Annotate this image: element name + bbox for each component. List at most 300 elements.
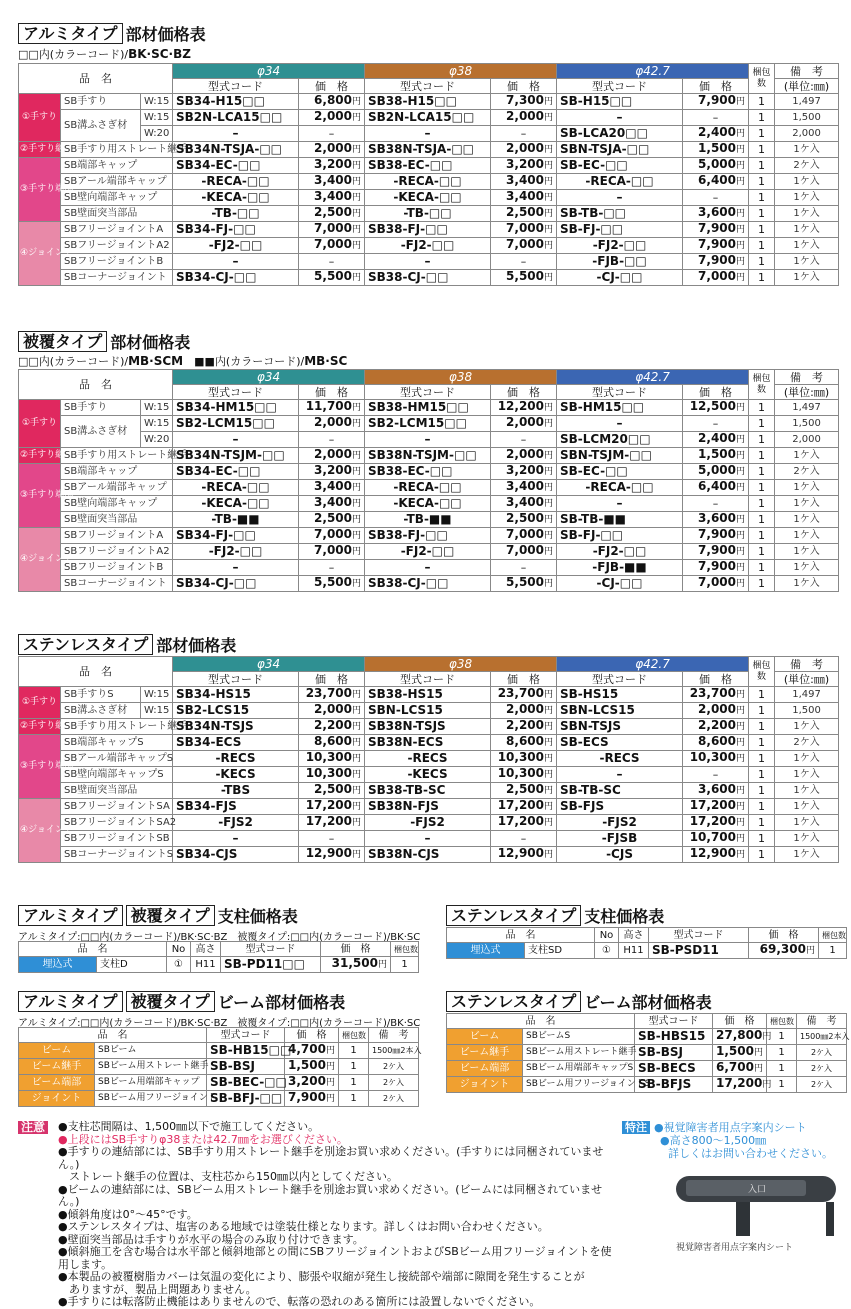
remarks: 2,000 (775, 432, 839, 448)
price-38: 3,200円 (491, 158, 557, 174)
price-42: 1,500円 (683, 142, 749, 158)
beam-type-tag: ジョイント (447, 1077, 523, 1093)
price-42: 6,400円 (683, 174, 749, 190)
code-42: -FJ2-□□ (557, 238, 683, 254)
code-42: SBN-TSJS (557, 719, 683, 735)
code-34: SB2-LCM15□□ (173, 416, 299, 432)
beam-note: 1500㎜2本入 (369, 1043, 419, 1059)
remarks: 2ケ入 (775, 464, 839, 480)
price-42: 2,200円 (683, 719, 749, 735)
remarks: 1,500 (775, 416, 839, 432)
header-unit: (単位:㎜) (775, 385, 839, 400)
table-row (19, 94, 839, 110)
header-phi42: φ42.7 (557, 64, 749, 79)
table-row (19, 576, 839, 592)
beam-name: SBビーム (95, 1043, 207, 1059)
header-code: 型式コード (557, 672, 683, 687)
table-row (19, 831, 839, 847)
code-34: – (173, 432, 299, 448)
item-width: W:15 (141, 400, 173, 416)
post-type-tag: 埋込式 (19, 957, 97, 973)
price-38: 10,300円 (491, 767, 557, 783)
sus-price-table (18, 656, 839, 863)
pack-count: 1 (749, 432, 775, 448)
price-42: 7,900円 (683, 254, 749, 270)
table-row (19, 464, 839, 480)
code-42: -CJ-□□ (557, 576, 683, 592)
post-pack: 1 (819, 943, 847, 959)
header-code: 型式コード (557, 385, 683, 400)
remarks: 1ケ入 (775, 496, 839, 512)
cov-price-table (18, 369, 839, 592)
beam-price: 1,500円 (713, 1045, 767, 1061)
table-row (19, 528, 839, 544)
price-42: 10,700円 (683, 831, 749, 847)
table-row (19, 416, 839, 432)
remarks: 1,497 (775, 94, 839, 110)
price-42: 7,900円 (683, 94, 749, 110)
item-name: SBフリージョイントA2 (61, 238, 173, 254)
code-38: SB38N-ECS (365, 735, 491, 751)
remarks: 2,000 (775, 126, 839, 142)
code-42: -CJ-□□ (557, 270, 683, 286)
price-38: 2,200円 (491, 719, 557, 735)
item-name: SB手すりS (61, 687, 141, 703)
beam-note: 2ケ入 (797, 1061, 847, 1077)
price-38: 7,000円 (491, 222, 557, 238)
code-34: -RECA-□□ (173, 480, 299, 496)
code-34: -KECS (173, 767, 299, 783)
post-no: ① (595, 943, 619, 959)
beam-pack: 1 (767, 1029, 797, 1045)
code-34: SB2-LCS15 (173, 703, 299, 719)
header-phi38: φ38 (365, 64, 557, 79)
header-name: 品 名 (19, 370, 173, 400)
price-38: 7,000円 (491, 544, 557, 560)
header-unit: (単位:㎜) (775, 672, 839, 687)
price-34: 10,300円 (299, 767, 365, 783)
alu-section-title (18, 22, 206, 45)
code-38: SB38-FJ-□□ (365, 222, 491, 238)
pack-count: 1 (749, 735, 775, 751)
cov-title-box: 被覆タイプ (18, 331, 107, 352)
group-label: ③手すり端部 (19, 158, 61, 222)
table-row (19, 512, 839, 528)
header-name: 品 名 (19, 64, 173, 94)
group-label: ②手すり継手 (19, 448, 61, 464)
remarks: 1ケ入 (775, 767, 839, 783)
beam-h-price: 価 格 (285, 1028, 339, 1043)
table-row (19, 174, 839, 190)
post-sus-title: ステンレスタイプ 支柱価格表 (446, 904, 664, 927)
pack-count: 1 (749, 190, 775, 206)
code-34: SB34-FJ-□□ (173, 222, 299, 238)
beam-price: 4,700円 (285, 1043, 339, 1059)
table-row (19, 254, 839, 270)
code-42: SB-FJ-□□ (557, 222, 683, 238)
code-38: -KECA-□□ (365, 190, 491, 206)
note-item: ●支柱芯間隔は、1,500㎜以下で施工してください。 (58, 1120, 320, 1133)
header-code: 型式コード (173, 672, 299, 687)
header-pack: 梱包数 (749, 64, 775, 94)
beam-code: SB-BSJ (635, 1045, 713, 1061)
beam-alu-title: アルミタイプ 被覆タイプ ビーム部材価格表 (18, 990, 345, 1013)
code-42: – (557, 110, 683, 126)
price-38: 3,400円 (491, 190, 557, 206)
beam-code: SB-BFJ-□□ (207, 1091, 285, 1107)
pack-count: 1 (749, 174, 775, 190)
price-42: 1,500円 (683, 448, 749, 464)
code-38: SB38-TB-SC (365, 783, 491, 799)
table-row (19, 480, 839, 496)
code-42: – (557, 416, 683, 432)
beam-pack: 1 (339, 1075, 369, 1091)
price-42: 3,600円 (683, 206, 749, 222)
code-34: SB34-CJ-□□ (173, 270, 299, 286)
item-width: W:20 (141, 126, 173, 142)
beam-name: SBビーム用フリージョイントS (523, 1077, 635, 1093)
code-42: – (557, 190, 683, 206)
pack-count: 1 (749, 560, 775, 576)
remarks: 1,497 (775, 687, 839, 703)
pack-count: 1 (749, 110, 775, 126)
price-42: 12,500円 (683, 400, 749, 416)
post-h-name: 品 名 (447, 928, 595, 943)
header-code: 型式コード (173, 385, 299, 400)
code-38: SB38-H15□□ (365, 94, 491, 110)
pack-count: 1 (749, 528, 775, 544)
beam-name: SBビームS (523, 1029, 635, 1045)
code-34: -KECA-□□ (173, 496, 299, 512)
code-38: – (365, 126, 491, 142)
table-row (19, 719, 839, 735)
price-34: 8,600円 (299, 735, 365, 751)
code-42: SB-EC-□□ (557, 464, 683, 480)
remarks: 1ケ入 (775, 815, 839, 831)
pack-count: 1 (749, 751, 775, 767)
beam-price: 27,800円 (713, 1029, 767, 1045)
table-row (447, 1077, 847, 1093)
sus-title-box: ステンレスタイプ (18, 634, 153, 655)
code-34: SB34-EC-□□ (173, 158, 299, 174)
beam-name: SBビーム用ストレート継手 (95, 1059, 207, 1075)
group-label: ①手すり (19, 94, 61, 142)
item-name: SBフリージョイントB (61, 254, 173, 270)
beam-sus-table (446, 1013, 850, 1093)
price-42: 17,200円 (683, 815, 749, 831)
table-row (19, 703, 839, 719)
beam-pack: 1 (767, 1077, 797, 1093)
note-item: ●傾斜施工を含む場合は水平部と傾斜地部との間にSBフリージョイントおよびSBビーム用フリージョイントを使用します。 (58, 1245, 612, 1271)
price-34: 2,000円 (299, 448, 365, 464)
price-42: 7,900円 (683, 560, 749, 576)
code-34: -FJ2-□□ (173, 544, 299, 560)
code-34: -TB-□□ (173, 206, 299, 222)
beam-name: SBビーム用ストレート継手 (523, 1045, 635, 1061)
code-34: SB34-FJS (173, 799, 299, 815)
post-h-height: 高さ (191, 942, 221, 957)
price-34: 2,000円 (299, 703, 365, 719)
code-38: SB2-LCM15□□ (365, 416, 491, 432)
price-34: – (299, 831, 365, 847)
price-38: 7,300円 (491, 94, 557, 110)
special-order-block: 特注 ●視覚障害者用点字案内シート ●高さ800〜1,500㎜ 詳しくはお問い合わせください。 (622, 1121, 842, 1160)
code-42: SB-TB-■■ (557, 512, 683, 528)
header-price: 価 格 (683, 672, 749, 687)
beam-pack: 1 (767, 1061, 797, 1077)
code-38: -TB-■■ (365, 512, 491, 528)
pack-count: 1 (749, 400, 775, 416)
price-42: – (683, 190, 749, 206)
post-h-height: 高さ (619, 928, 649, 943)
price-34: 3,200円 (299, 158, 365, 174)
header-pack: 梱包数 (749, 657, 775, 687)
price-38: 2,000円 (491, 703, 557, 719)
remarks: 1,500 (775, 703, 839, 719)
item-name: SB端部キャップS (61, 735, 173, 751)
code-34: – (173, 831, 299, 847)
table-row (19, 496, 839, 512)
header-phi34: φ34 (173, 64, 365, 79)
remarks: 1ケ入 (775, 190, 839, 206)
price-34: 2,000円 (299, 416, 365, 432)
alu-title-box: アルミタイプ (18, 23, 123, 44)
code-42: -FJSB (557, 831, 683, 847)
pack-count: 1 (749, 158, 775, 174)
price-34: 2,500円 (299, 206, 365, 222)
price-42: 7,900円 (683, 528, 749, 544)
beam-note: 1500㎜2本入 (797, 1029, 847, 1045)
code-42: SB-ECS (557, 735, 683, 751)
item-name: SB溝ふさぎ材 (61, 110, 141, 142)
beam-price: 17,200円 (713, 1077, 767, 1093)
beam-code: SB-BFJS (635, 1077, 713, 1093)
table-row (19, 142, 839, 158)
cov-color-note: □□内(カラーコード)/MB·SCM ■■内(カラーコード)/MB·SC (18, 354, 348, 368)
header-phi42: φ42.7 (557, 657, 749, 672)
code-42: SB-TB-SC (557, 783, 683, 799)
code-38: -RECA-□□ (365, 174, 491, 190)
cov-section-title (18, 330, 190, 353)
code-42: – (557, 496, 683, 512)
beam-h-price: 価 格 (713, 1014, 767, 1029)
code-34: SB34-HM15□□ (173, 400, 299, 416)
code-34: SB34-CJ-□□ (173, 576, 299, 592)
note-item: ●手すりの連結部には、SB手すり用ストレート継手を別途お買い求めください。(手すりには同梱されていません。) (58, 1145, 604, 1171)
remarks: 1ケ入 (775, 528, 839, 544)
item-name: SBフリージョイントA2 (61, 544, 173, 560)
beam-note: 2ケ入 (797, 1045, 847, 1061)
post-no: ① (167, 957, 191, 973)
item-name: SB溝ふさぎ材 (61, 703, 141, 719)
code-42: SBN-LCS15 (557, 703, 683, 719)
price-34: 17,200円 (299, 815, 365, 831)
table-row (19, 222, 839, 238)
price-34: 5,500円 (299, 270, 365, 286)
item-name: SB手すり用ストレート継手 (61, 142, 173, 158)
price-34: 3,400円 (299, 174, 365, 190)
post-name: 支柱SD (525, 943, 595, 959)
pack-count: 1 (749, 544, 775, 560)
table-row (19, 238, 839, 254)
code-34: – (173, 126, 299, 142)
beam-type-tag: ビーム継手 (19, 1059, 95, 1075)
braille-sheet-image (676, 1170, 836, 1236)
code-42: SB-HS15 (557, 687, 683, 703)
note-item: ●上段にはSB手すりφ38または42.7㎜をお選びください。 (58, 1132, 348, 1146)
price-38: 23,700円 (491, 687, 557, 703)
beam-note: 2ケ入 (369, 1091, 419, 1107)
beam-type-tag: ビーム (19, 1043, 95, 1059)
price-38: – (491, 254, 557, 270)
post-h-name: 品 名 (19, 942, 167, 957)
code-38: SB38-EC-□□ (365, 464, 491, 480)
item-name: SB手すり (61, 400, 141, 416)
post-name: 支柱D (97, 957, 167, 973)
price-34: 2,500円 (299, 512, 365, 528)
item-name: SBアール端部キャップS (61, 751, 173, 767)
header-phi38: φ38 (365, 657, 557, 672)
pack-count: 1 (749, 480, 775, 496)
item-name: SBフリージョイントA (61, 528, 173, 544)
table-row (447, 1045, 847, 1061)
pack-count: 1 (749, 815, 775, 831)
code-42: SB-EC-□□ (557, 158, 683, 174)
code-38: SB38-HM15□□ (365, 400, 491, 416)
price-38: 2,000円 (491, 142, 557, 158)
code-38: SB38N-FJS (365, 799, 491, 815)
price-34: 7,000円 (299, 528, 365, 544)
code-34: SB34-CJS (173, 847, 299, 863)
price-34: 7,000円 (299, 544, 365, 560)
pack-count: 1 (749, 416, 775, 432)
code-34: – (173, 560, 299, 576)
price-42: 2,000円 (683, 703, 749, 719)
header-code: 型式コード (365, 672, 491, 687)
price-34: 3,400円 (299, 496, 365, 512)
price-38: 7,000円 (491, 528, 557, 544)
beam-alu-note: アルミタイプ:□□内(カラーコード)/BK·SC·BZ 被覆タイプ:□□内(カラーコード)/BK·SC (18, 1018, 421, 1029)
price-42: 23,700円 (683, 687, 749, 703)
sus-section-title (18, 633, 236, 656)
pack-count: 1 (749, 799, 775, 815)
pack-count: 1 (749, 831, 775, 847)
header-note: 備 考 (775, 370, 839, 385)
remarks: 1ケ入 (775, 799, 839, 815)
price-34: – (299, 432, 365, 448)
post-height: H11 (619, 943, 649, 959)
code-34: SB34-EC-□□ (173, 464, 299, 480)
remarks: 1ケ入 (775, 238, 839, 254)
pack-count: 1 (749, 687, 775, 703)
post-pack: 1 (391, 957, 419, 973)
pack-count: 1 (749, 254, 775, 270)
beam-pack: 1 (767, 1045, 797, 1061)
beam-type-tag: ビーム端部 (19, 1075, 95, 1091)
price-38: 3,400円 (491, 480, 557, 496)
item-name: SB壁面突当部品 (61, 206, 173, 222)
header-name: 品 名 (19, 657, 173, 687)
item-width: W:15 (141, 703, 173, 719)
remarks: 1ケ入 (775, 254, 839, 270)
post-height: H11 (191, 957, 221, 973)
remarks: 1ケ入 (775, 719, 839, 735)
price-34: 2,000円 (299, 110, 365, 126)
beam-price: 3,200円 (285, 1075, 339, 1091)
item-name: SB壁向端部キャップ (61, 190, 173, 206)
code-42: SBN-TSJA-□□ (557, 142, 683, 158)
post-code: SB-PSD11 (649, 943, 749, 959)
code-34: SB34N-TSJA-□□ (173, 142, 299, 158)
remarks: 1ケ入 (775, 751, 839, 767)
table-row (19, 110, 839, 126)
braille-sheet-photo (676, 1170, 836, 1236)
post-alu-note: アルミタイプ:□□内(カラーコード)/BK·SC·BZ 被覆タイプ:□□内(カラーコード)/BK·SC (18, 932, 421, 943)
table-row (19, 560, 839, 576)
group-label: ①手すり (19, 400, 61, 448)
code-42: -RECA-□□ (557, 480, 683, 496)
price-38: – (491, 126, 557, 142)
beam-name: SBビーム用端部キャップ (95, 1075, 207, 1091)
code-38: -FJ2-□□ (365, 544, 491, 560)
remarks: 2ケ入 (775, 735, 839, 751)
code-38: SB38N-TSJS (365, 719, 491, 735)
note-item: ●本製品の被覆樹脂カバーは気温の変化により、膨張や収縮が発生し接続部や端部に隙間を発生することが (58, 1270, 585, 1283)
item-width: W:15 (141, 94, 173, 110)
beam-h-code: 型式コード (207, 1028, 285, 1043)
post-price: 69,300円 (749, 943, 819, 959)
header-price: 価 格 (299, 79, 365, 94)
note-item: ●手すりには転落防止機能はありませんので、転落の恐れのある箇所には設置しないでください。 (58, 1295, 541, 1308)
code-42: SB-FJS (557, 799, 683, 815)
note-item: ありますが、製品上問題ありません。 (58, 1282, 257, 1296)
item-name: SB手すり用ストレート継手 (61, 448, 173, 464)
table-row (19, 1043, 419, 1059)
price-38: 3,400円 (491, 496, 557, 512)
remarks: 1ケ入 (775, 831, 839, 847)
code-42: SB-LCM20□□ (557, 432, 683, 448)
price-38: 10,300円 (491, 751, 557, 767)
header-unit: (単位:㎜) (775, 79, 839, 94)
beam-h-code: 型式コード (635, 1014, 713, 1029)
post-sus-table (446, 927, 847, 959)
price-34: 2,000円 (299, 142, 365, 158)
table-row (447, 1029, 847, 1045)
pack-count: 1 (749, 270, 775, 286)
code-42: SBN-TSJM-□□ (557, 448, 683, 464)
notes-list (58, 1121, 618, 1309)
item-name: SBフリージョイントA (61, 222, 173, 238)
table-row (19, 735, 839, 751)
price-34: – (299, 560, 365, 576)
code-42: -FJS2 (557, 815, 683, 831)
beam-pack: 1 (339, 1043, 369, 1059)
price-42: – (683, 416, 749, 432)
code-34: SB34-HS15 (173, 687, 299, 703)
code-42: SB-FJ-□□ (557, 528, 683, 544)
price-38: 2,000円 (491, 416, 557, 432)
price-34: 10,300円 (299, 751, 365, 767)
item-width: W:20 (141, 432, 173, 448)
pack-count: 1 (749, 464, 775, 480)
pack-count: 1 (749, 783, 775, 799)
item-name: SBコーナージョイントS (61, 847, 173, 863)
price-42: 7,900円 (683, 238, 749, 254)
header-note: 備 考 (775, 64, 839, 79)
beam-note: 2ケ入 (369, 1059, 419, 1075)
price-38: 3,200円 (491, 464, 557, 480)
table-row (19, 448, 839, 464)
